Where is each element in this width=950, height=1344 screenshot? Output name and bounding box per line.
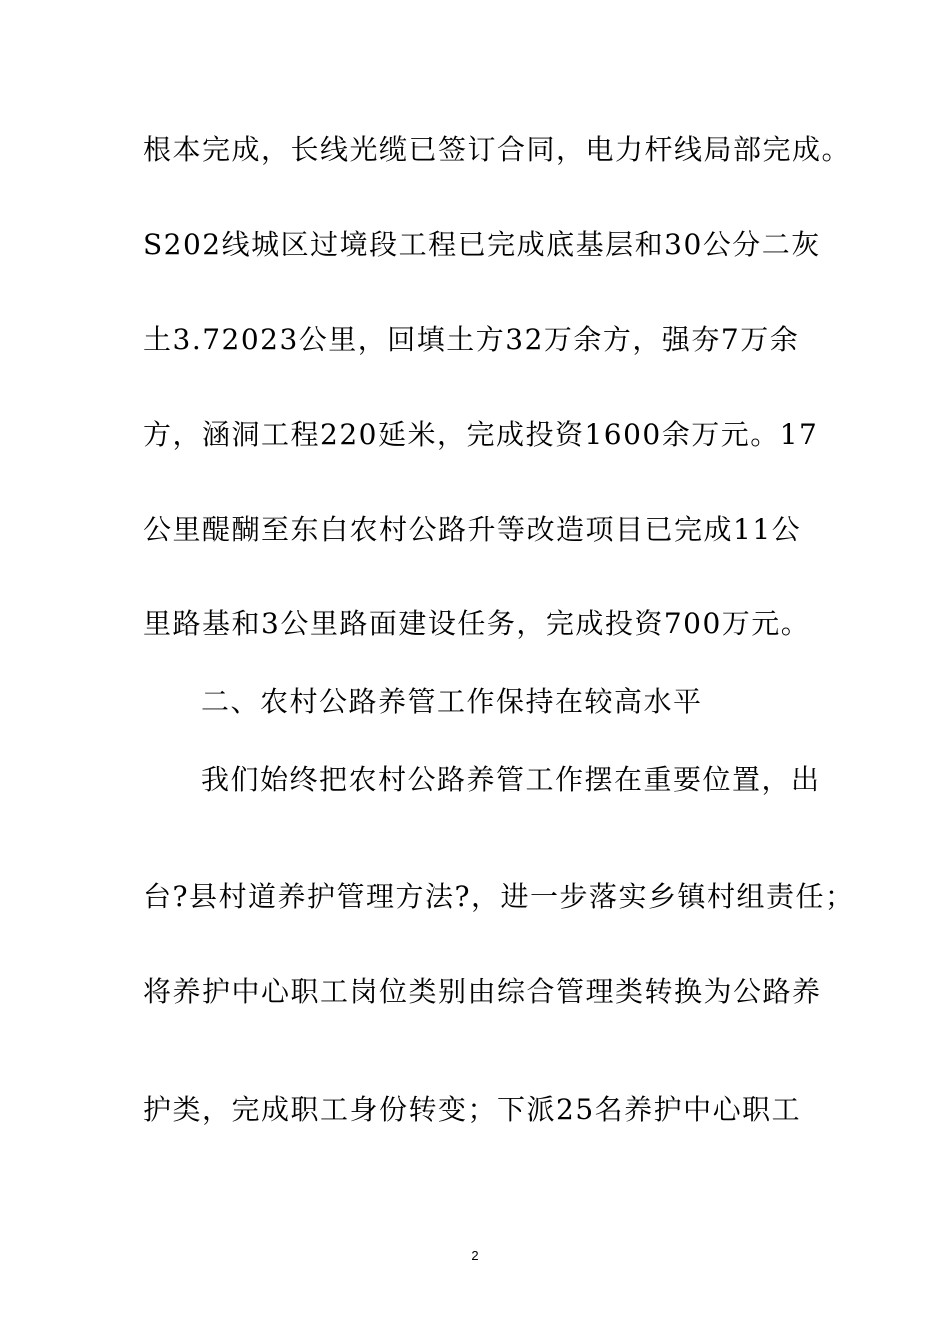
- page-number: 2: [471, 1248, 479, 1263]
- paragraph-line: 公里醍醐至东白农村公路升等改造项目已完成11公: [143, 513, 802, 546]
- paragraph-line: 土3.72023公里，回填土方32万余方，强夯7万余: [143, 323, 800, 356]
- paragraph-line: 台?县村道养护管理方法?，进一步落实乡镇村组责任；: [143, 880, 855, 913]
- section-heading: 二、农村公路养管工作保持在较高水平: [201, 685, 703, 718]
- paragraph-line: 我们始终把农村公路养管工作摆在重要位置，出: [201, 763, 821, 796]
- paragraph-line: 根本完成，长线光缆已签订合同，电力杆线局部完成。: [143, 133, 852, 166]
- paragraph-line: 护类，完成职工身份转变；下派25名养护中心职工: [143, 1093, 802, 1126]
- paragraph-line: 里路基和3公里路面建设任务，完成投资700万元。: [143, 607, 811, 640]
- paragraph-line: S202线城区过境段工程已完成底基层和30公分二灰: [143, 228, 821, 261]
- paragraph-line: 方，涵洞工程220延米，完成投资1600余万元。17: [143, 418, 819, 451]
- paragraph-line: 将养护中心职工岗位类别由综合管理类转换为公路养: [143, 975, 822, 1008]
